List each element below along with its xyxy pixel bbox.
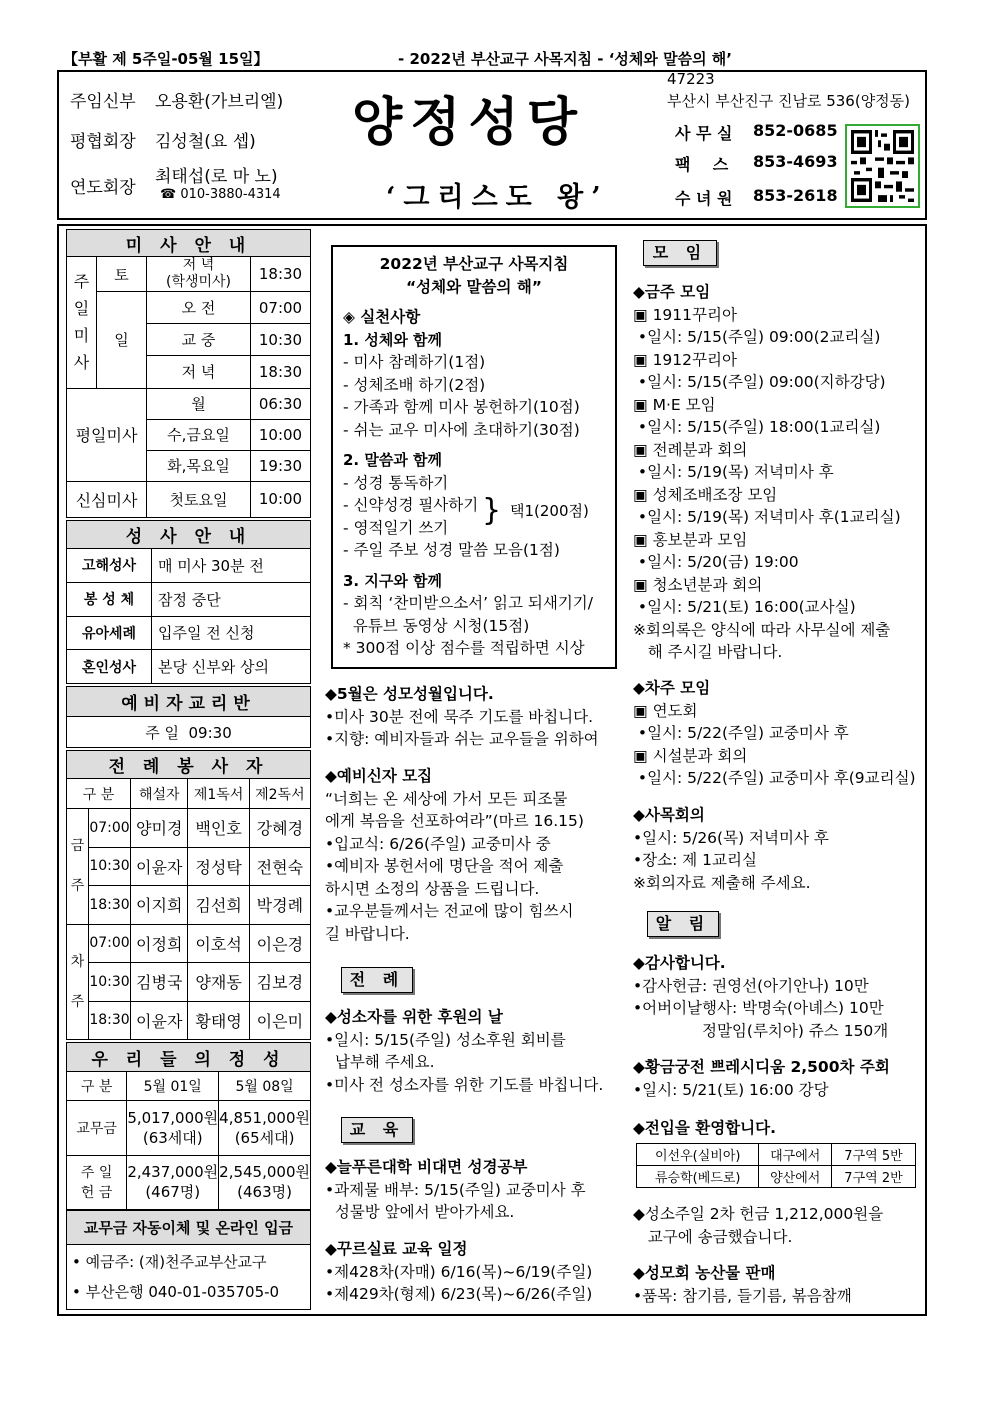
brace-icon: }: [482, 493, 502, 528]
convent-label: 수 녀 원: [675, 189, 733, 208]
reader2: 전현숙: [249, 847, 310, 886]
sale-item: •품목: 참기름, 들기름, 볶음참깨: [633, 1286, 852, 1305]
reader1: 정성탁: [188, 847, 249, 886]
meeting-item: •일시: 5/19(목) 저녁미사 후(1교리실): [633, 508, 901, 526]
guide-title: 2022년 부산교구 사목지침: [379, 255, 569, 273]
mass-time: 18:30: [251, 257, 311, 292]
guide-item: - 회칙 ‘찬미받으소서’ 읽고 되새기기/: [343, 594, 594, 612]
may-item: •지향: 예비자들과 쉬는 교우들을 위하여: [325, 730, 599, 748]
fax-number: 853-4693: [753, 152, 838, 171]
meeting-item: •일시: 5/22(주일) 교중미사 후: [633, 724, 849, 742]
mass-time: 10:00: [251, 419, 311, 450]
welcome-title: ◆전입을 환영합니다.: [633, 1119, 776, 1137]
commentator: 김병국: [131, 963, 188, 1002]
diocese-motto: - 2022년 부산교구 사목지침 - ‘성체와 말씀의 해’: [398, 50, 732, 68]
this-week-meetings: [633, 281, 923, 664]
time-cell: 10:30: [89, 963, 131, 1002]
guide-item: - 주일 주보 성경 말씀 모음(1점): [343, 541, 560, 559]
guide-item: - 신약성경 필사하기: [343, 496, 479, 514]
may-title: ◆5월은 성모성월입니다.: [325, 685, 494, 703]
rosary-title: ◆황금궁전 쁘레시디움 2,500차 주회: [633, 1058, 890, 1076]
reader2: 이은경: [249, 924, 310, 963]
mass-time: 18:30: [251, 356, 311, 388]
pastoral-guide-box: [331, 245, 617, 669]
liturgy-tag: 전 례: [341, 967, 413, 993]
col-header: 구 분: [67, 779, 131, 809]
section2-heading: 2. 말씀과 함께: [343, 451, 443, 469]
mass-name: 화,목요일: [147, 450, 251, 481]
offering-value: 4,851,000원 (65세대): [219, 1101, 311, 1156]
sunday-label: 일: [97, 292, 147, 388]
mass-time: 06:30: [251, 388, 311, 419]
guide-item: - 가족과 함께 미사 봉헌하기(10점): [343, 398, 580, 416]
sacrament-name: 유아세례: [67, 616, 152, 650]
acolyte-item: •일시: 5/15(주일) 성소후원 회비를: [325, 1030, 566, 1049]
guide-item: - 영적일기 쓰기: [343, 518, 449, 537]
council-name: 김성철(요 셉): [155, 132, 256, 152]
time-cell: 07:00: [89, 809, 131, 848]
welcome-from: 대구에서: [759, 1144, 832, 1166]
recruit-item: •입교식: 6/26(주일) 교중미사 중: [325, 834, 551, 853]
meeting-tag: 모 임: [643, 240, 717, 266]
guide-item: - 성경 통독하기: [343, 473, 449, 492]
catechumen-table: [66, 686, 311, 748]
reader2: 박경례: [249, 886, 310, 925]
commentator: 이지희: [131, 886, 188, 925]
time-cell: 10:30: [89, 847, 131, 886]
account-table: [66, 1210, 311, 1310]
auto-transfer-title: 교무금 자동이체 및 온라인 입금: [67, 1211, 311, 1245]
meeting-item: ▣ M·E 모임: [633, 395, 716, 414]
pastoral-meeting: [633, 804, 923, 894]
mass-time: 07:00: [251, 292, 311, 324]
bible-item: 성물방 앞에서 받아가세요.: [325, 1203, 515, 1221]
practice-heading: ◈ 실천사항: [343, 308, 421, 326]
guide-subtitle: “성체와 말씀의 해”: [406, 277, 542, 296]
section1-heading: 1. 성체와 함께: [343, 330, 443, 349]
mass-name: 월: [147, 388, 251, 419]
mass-name: 첫토요일: [147, 481, 251, 517]
meeting-item: •일시: 5/20(금) 19:00: [633, 553, 799, 571]
sacrament-value: 본당 신부와 상의: [152, 650, 311, 684]
guide-item: * 300점 이상 점수를 적립하면 시상: [343, 639, 585, 657]
thanks-item: 정말임(루치아) 쥬스 150개: [633, 1021, 889, 1040]
sacrament-name: 혼인성사: [67, 650, 152, 684]
time-cell: 18:30: [89, 1001, 131, 1040]
devotion-mass-label: 신심미사: [67, 481, 147, 517]
account-holder: • 예금주: (재)천주교부산교구: [72, 1253, 267, 1271]
acolyte-item: 납부해 주세요.: [325, 1053, 435, 1071]
sacrament-value: 입주일 전 신청: [152, 616, 311, 650]
col-header: 해설자: [131, 779, 188, 809]
recruit-item: 에게 복음을 선포하여라”(마르 16.15): [325, 812, 584, 830]
reader1: 양재동: [188, 963, 249, 1002]
vocation-item: 교구에 송금했습니다.: [633, 1227, 793, 1246]
mass-name: 저 녁: [147, 356, 251, 388]
cursillo-item: •제429차(형제) 6/23(목)~6/26(주일): [325, 1285, 593, 1303]
meeting-item: •일시: 5/15(주일) 18:00(1교리실): [633, 418, 881, 436]
sacrament-value: 매 미사 30분 전: [152, 549, 311, 583]
vocation-item: ◆성소주일 2차 헌금 1,212,000원을: [633, 1205, 884, 1223]
pastoral-title: ◆사목회의: [633, 806, 705, 824]
commentator: 이윤자: [131, 1001, 188, 1040]
acolyte-section: [325, 1006, 615, 1096]
mass-name: 저 녁 (학생미사): [147, 257, 251, 292]
offering-title: 우 리 들 의 정 성: [67, 1043, 311, 1072]
cursillo-title: ◆꾸르실료 교육 일정: [325, 1240, 468, 1258]
offering-value: 2,437,000원 (467명): [127, 1155, 219, 1210]
meeting-item: •일시: 5/15(주일) 09:00(2교리실): [633, 328, 881, 346]
reader2: 김보경: [249, 963, 310, 1002]
col-header: 5월 08일: [219, 1072, 311, 1101]
vocation-section: [633, 1203, 923, 1248]
offering-value: 2,545,000원 (463명): [219, 1155, 311, 1210]
meeting-item: ▣ 연도회: [633, 701, 698, 720]
section3-heading: 3. 지구와 함께: [343, 571, 443, 590]
church-title: 양정성당: [352, 92, 585, 153]
sacrament-table: [66, 520, 311, 684]
fax-label: 팩 스: [675, 155, 729, 174]
liturgy-title: 전 례 봉 사 자: [67, 751, 311, 779]
meeting-item: ▣ 1912꾸리아: [633, 350, 737, 369]
offering-name: 주 일 헌 금: [67, 1155, 127, 1210]
recruit-item: “너희는 온 세상에 가서 모든 피조물: [325, 789, 568, 808]
reader1: 이호석: [188, 924, 249, 963]
next-meet-title: ◆차주 모임: [633, 679, 711, 697]
commentator: 이윤자: [131, 847, 188, 886]
sacrament-value: 잠정 중단: [152, 582, 311, 616]
bible-title: ◆늘푸른대학 비대면 성경공부: [325, 1158, 528, 1176]
welcome-name: 류승학(베드로): [637, 1166, 759, 1188]
thanks-item: •감사헌금: 권영선(아기안나) 10만: [633, 976, 869, 995]
yeondo-name: 최태섭(로 마 노): [155, 167, 278, 187]
education-tag: 교 육: [341, 1117, 413, 1143]
notice-tag: 알 림: [647, 911, 719, 937]
thanks-title: ◆감사합니다.: [633, 954, 726, 972]
sacrament-title: 성 사 안 내: [67, 521, 311, 549]
yeondo-label: 연도회장: [70, 178, 136, 198]
meeting-item: ▣ 성체조배조장 모임: [633, 485, 778, 504]
meeting-item: ▣ 시설분과 회의: [633, 746, 748, 765]
rosary-section: [633, 1056, 928, 1101]
may-section: [325, 683, 615, 751]
offering-value: 5,017,000원 (63세대): [127, 1101, 219, 1156]
mass-time: 10:00: [251, 481, 311, 517]
sunday-mass-label: 주일미사: [67, 257, 97, 388]
reader2: 강혜경: [249, 809, 310, 848]
catechumen-title: 예비자교리반: [67, 687, 311, 717]
meeting-item: •일시: 5/22(주일) 교중미사 후(9교리실): [633, 769, 916, 787]
meeting-item: •일시: 5/19(목) 저녁미사 후: [633, 463, 834, 481]
time-cell: 18:30: [89, 886, 131, 925]
meeting-item: •일시: 5/21(토) 16:00(교사실): [633, 598, 856, 616]
recruit-item: •예비자 봉헌서에 명단을 적어 제출: [325, 857, 564, 875]
mass-name: 교 중: [147, 324, 251, 356]
commentator: 양미경: [131, 809, 188, 848]
reader1: 김선희: [188, 886, 249, 925]
meeting-item: ▣ 청소년분과 회의: [633, 575, 763, 594]
saturday-label: 토: [97, 257, 147, 292]
bible-section: [325, 1156, 615, 1224]
zip-code: 47223: [667, 70, 715, 88]
welcome-from: 양산에서: [759, 1166, 832, 1188]
recruit-item: 길 바랍니다.: [325, 924, 410, 943]
thanks-section: [633, 952, 923, 1042]
bible-item: •과제물 배부: 5/15(주일) 교중미사 후: [325, 1180, 586, 1199]
office-phone: 852-0685: [753, 121, 838, 140]
bulletin-date: 【부활 제 5주일-05월 15일】: [63, 50, 269, 68]
convent-phone: 853-2618: [753, 186, 838, 205]
pastor-label: 주임신부: [70, 92, 136, 112]
account-number: • 부산은행 040-01-035705-0: [72, 1283, 280, 1301]
cursillo-section: [325, 1238, 615, 1306]
welcome-district: 7구역 2반: [831, 1166, 915, 1188]
mass-name: 오 전: [147, 292, 251, 324]
thanks-item: •어버이날행사: 박명숙(아녜스) 10만: [633, 999, 884, 1017]
recruit-item: •교우분들께서는 전교에 많이 힘쓰시: [325, 902, 574, 920]
choice-label: 택1(200점): [510, 502, 589, 520]
pastoral-item: ※회의자료 제출해 주세요.: [633, 873, 811, 892]
sale-section: [633, 1262, 923, 1307]
mass-table: [66, 229, 311, 518]
col-header: 5월 01일: [127, 1072, 219, 1101]
reader1: 백인호: [188, 809, 249, 848]
catechumen-time: 주 일 09:30: [67, 717, 311, 748]
recruit-title: ◆예비신자 모집: [325, 767, 433, 785]
qr-code-icon[interactable]: [845, 124, 920, 208]
cursillo-item: •제428차(자매) 6/16(목)~6/19(주일): [325, 1262, 593, 1281]
church-subtitle: ‘그리스도 왕’: [386, 182, 609, 213]
next-week-meetings: [633, 677, 923, 790]
council-label: 평협회장: [70, 132, 136, 152]
yeondo-phone: ☎ 010-3880-4314: [160, 187, 281, 202]
sale-title: ◆성모회 농산물 판매: [633, 1264, 776, 1282]
pastoral-item: •일시: 5/26(목) 저녁미사 후: [633, 828, 829, 847]
next-week-label: 차주: [67, 924, 89, 1040]
mass-name: 수,금요일: [147, 419, 251, 450]
col-header: 구 분: [67, 1072, 127, 1101]
acolyte-title: ◆성소자를 위한 후원의 날: [325, 1008, 503, 1026]
sacrament-name: 봉 성 체: [67, 582, 152, 616]
meeting-item: ▣ 홍보분과 모임: [633, 530, 748, 549]
offering-table: [66, 1042, 311, 1210]
meeting-item: •일시: 5/15(주일) 09:00(지하강당): [633, 373, 886, 391]
guide-item: - 미사 참례하기(1점): [343, 353, 486, 371]
meeting-item: ▣ 전례분과 회의: [633, 440, 748, 459]
mass-title: 미 사 안 내: [67, 230, 311, 257]
reader2: 이은미: [249, 1001, 310, 1040]
pastoral-item: •장소: 제 1교리실: [633, 851, 757, 869]
reader1: 황태영: [188, 1001, 249, 1040]
welcome-table: [636, 1143, 916, 1188]
col-header: 제2독서: [249, 779, 310, 809]
address: 부산시 부산진구 진남로 536(양정동): [667, 92, 911, 110]
meeting-item: ▣ 1911꾸리아: [633, 305, 737, 324]
may-item: •미사 30분 전에 묵주 기도를 바칩니다.: [325, 707, 594, 726]
welcome-district: 7구역 5반: [831, 1144, 915, 1166]
pastor-name: 오용환(가브리엘): [155, 92, 284, 112]
acolyte-item: •미사 전 성소자를 위한 기도를 바칩니다.: [325, 1075, 604, 1094]
recruit-item: 하시면 소정의 상품을 드립니다.: [325, 879, 540, 898]
weekday-mass-label: 평일미사: [67, 388, 147, 481]
rosary-item: •일시: 5/21(토) 16:00 강당: [633, 1080, 829, 1099]
sacrament-name: 고해성사: [67, 549, 152, 583]
guide-item: 유튜브 동영상 시청(15점): [343, 616, 530, 635]
mass-time: 19:30: [251, 450, 311, 481]
liturgy-table: [66, 750, 311, 1040]
meeting-item: ※회의록은 양식에 따라 사무실에 제출: [633, 620, 891, 639]
recruit-section: [325, 765, 615, 945]
this-week-label: 금주: [67, 809, 89, 925]
offering-name: 교무금: [67, 1101, 127, 1156]
col-header: 제1독서: [188, 779, 249, 809]
account-info: [67, 1245, 311, 1310]
meeting-item: 해 주시길 바랍니다.: [633, 643, 783, 661]
guide-item: - 성체조배 하기(2점): [343, 375, 486, 394]
mass-time: 10:30: [251, 324, 311, 356]
office-label: 사 무 실: [675, 124, 733, 143]
welcome-section: [633, 1117, 923, 1140]
this-meet-title: ◆금주 모임: [633, 283, 711, 301]
welcome-name: 이선우(실비아): [637, 1144, 759, 1166]
commentator: 이정희: [131, 924, 188, 963]
time-cell: 07:00: [89, 924, 131, 963]
guide-item: - 쉬는 교우 미사에 초대하기(30점): [343, 420, 580, 439]
